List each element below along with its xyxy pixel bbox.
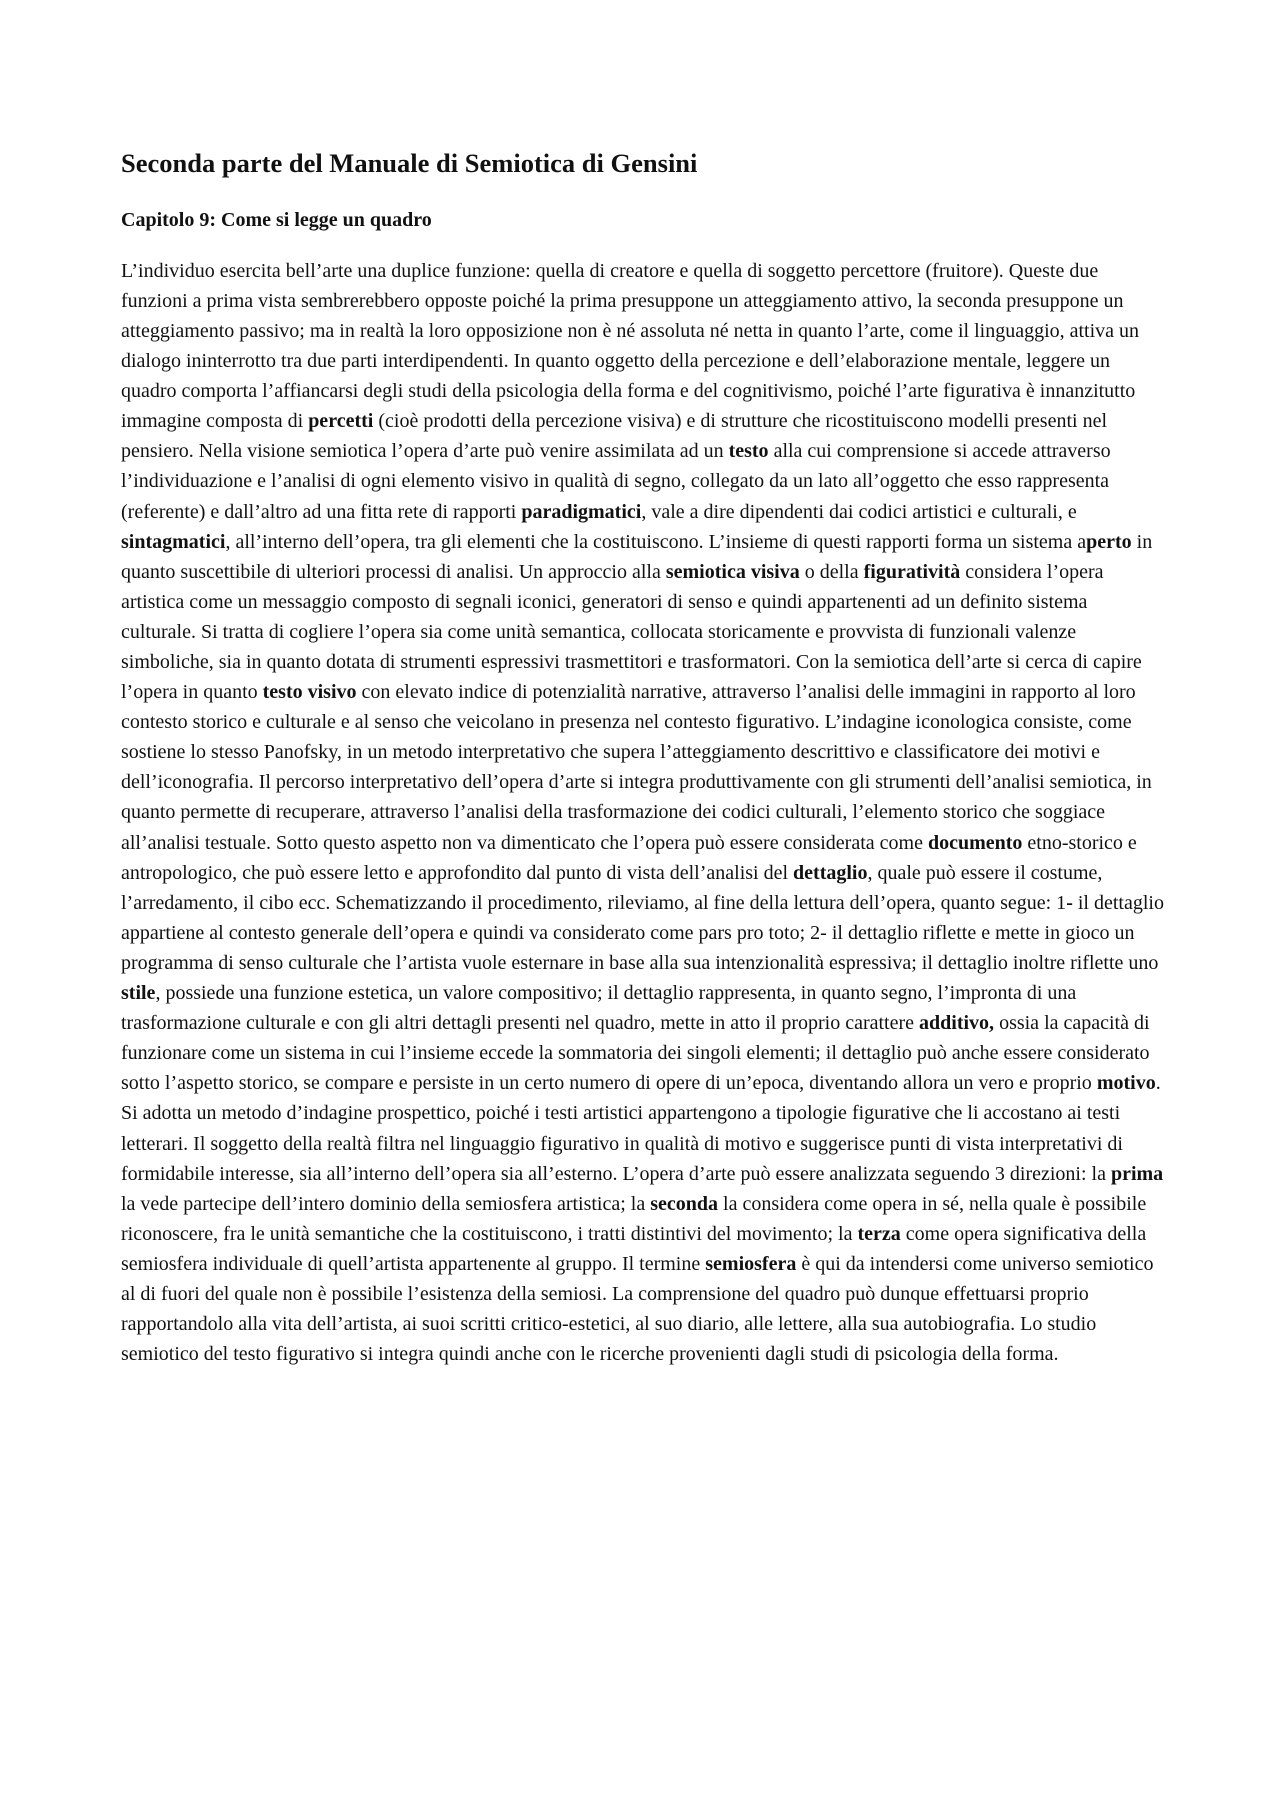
- bold-term: documento: [927, 831, 1023, 854]
- text-run: è qui da intendersi come universo semiotico al di fuori del quale non è possibile l’esistenza della semiosi. La comprensione del quadro può dunque effettuarsi proprio rapportandolo alla vita dell’artista, ai suoi scritti critico-estetici, al suo diario, alle lettere, alla sua autobiografia. Lo studio semiotico del testo figurativo si integra quindi anche con le ricerche provenienti dagli studi di psicologia della forma.: [121, 1252, 1154, 1366]
- text-run: , vale a dire dipendenti dai codici artistici e culturali, e: [641, 500, 1077, 523]
- bold-term: sintagmatici: [121, 530, 226, 553]
- bold-term: stile: [121, 982, 156, 1005]
- text-run: in quanto suscettibile di ulteriori processi di analisi. Un approccio alla: [121, 530, 1153, 583]
- body-paragraph: [121, 256, 1166, 1369]
- text-run: la vede partecipe dell’intero dominio della semiosfera artistica; la: [121, 1192, 651, 1215]
- bold-term: motivo: [1096, 1072, 1156, 1095]
- bold-term: figuratività: [863, 560, 961, 583]
- text-run: , possiede una funzione estetica, un valore compositivo; il dettaglio rappresenta, in quanto segno, l’impronta di una trasformazione culturale e con gli altri dettagli presenti nel quadro, mette in atto il proprio carattere: [121, 982, 1077, 1035]
- bold-term: dettaglio: [793, 861, 868, 884]
- bold-term: semiosfera: [705, 1252, 797, 1275]
- document-page: [121, 148, 1166, 1369]
- bold-term: seconda: [650, 1192, 719, 1215]
- document-title: Seconda parte del Manuale di Semiotica di Gensini: [121, 148, 698, 178]
- bold-term: testo: [728, 440, 769, 463]
- bold-term: testo visivo: [262, 681, 357, 704]
- text-run: alla cui comprensione si accede attraverso l’individuazione e l’analisi di ogni elemento visivo in qualità di segno, collegato da un lato all’oggetto che esso rappresenta (referente) e dall’altro ad una fitta rete di rapporti: [121, 440, 1111, 523]
- text-run: (cioè prodotti della percezione visiva) e di strutture che ricostituiscono modelli presenti nel pensiero. Nella visione semiotica l’opera d’arte può venire assimilata ad un: [121, 410, 1107, 463]
- text-run: L’individuo esercita bell’arte una duplice funzione: quella di creatore e quella di soggetto percettore (fruitore). Queste due funzioni a prima vista sembrerebbero opposte poiché la prima presuppone un atteggiamento attivo, la seconda presuppone un atteggiamento passivo; ma in realtà la loro opposizione non è né assoluta né netta in quanto l’arte, come il linguaggio, attiva un dialogo ininterrotto tra due parti interdipendenti. In quanto oggetto della percezione e dell’elaborazione mentale, leggere un quadro comporta l’affiancarsi degli studi della psicologia della forma e del cognitivismo, poiché l’arte figurativa è innanzitutto immagine composta di: [121, 259, 1140, 433]
- text-run: considera l’opera artistica come un messaggio composto di segnali iconici, generatori di senso e quindi appartenenti ad un definito sistema culturale. Si tratta di cogliere l’opera sia come unità semantica, collocata storicamente e provvista di funzionali valenze simboliche, sia in quanto dotata di strumenti espressivi trasmettitori e trasformatori. Con la semiotica dell’arte si cerca di capire l’opera in quanto: [121, 560, 1142, 704]
- text-run: . Si adotta un metodo d’indagine prospettico, poiché i testi artistici appartengono a tipologie figurative che li accostano ai testi letterari. Il soggetto della realtà filtra nel linguaggio figurativo in qualità di motivo e suggerisce punti di vista interpretativi di formidabile interesse, sia all’interno dell’opera sia all’esterno. L’opera d’arte può essere analizzata seguendo 3 direzioni: la: [121, 1072, 1161, 1185]
- text-run: , all’interno dell’opera, tra gli elementi che la costituiscono. L’insieme di questi rapporti forma un sistema a: [225, 530, 1087, 553]
- bold-term: semiotica visiva: [665, 560, 800, 583]
- bold-term: prima: [1110, 1162, 1164, 1185]
- bold-term: perto: [1086, 530, 1132, 553]
- bold-term: paradigmatici: [521, 500, 642, 523]
- text-run: la considera come opera in sé, nella quale è possibile riconoscere, fra le unità semantiche che la costituiscono, i tratti distintivi del movimento; la: [121, 1192, 1147, 1245]
- text-run: con elevato indice di potenzialità narrative, attraverso l’analisi delle immagini in rapporto al loro contesto storico e culturale e al senso che veicolano in presenza nel contesto figurativo. L’indagine iconologica consiste, come sostiene lo stesso Panofsky, in un metodo interpretativo che supera l’atteggiamento descrittivo e classificatore dei motivi e dell’iconografia. Il percorso interpretativo dell’opera d’arte si integra produttivamente con gli strumenti dell’analisi semiotica, in quanto permette di recuperare, attraverso l’analisi della trasformazione dei codici culturali, l’elemento storico che soggiace all’analisi testuale. Sotto questo aspetto non va dimenticato che l’opera può essere considerata come: [121, 681, 1152, 854]
- text-run: il dettaglio appartiene al contesto generale dell’opera e quindi va considerato come pars pro toto; 2- il dettaglio riflette e mette in gioco un programma di senso culturale che l’artista vuole esternare in base alla sua intenzionalità espressiva; il dettaglio inoltre riflette uno: [121, 891, 1164, 974]
- text-run: come opera significativa della semiosfera individuale di quell’artista appartenente al gruppo. Il termine: [121, 1222, 1147, 1275]
- bold-term: percetti: [308, 410, 374, 433]
- text-run: etno-storico e antropologico, che può essere letto e approfondito dal punto di vista dell’analisi del: [121, 831, 1137, 884]
- chapter-title: Capitolo 9: Come si legge un quadro: [121, 208, 432, 231]
- text-run: , quale può essere il costume, l’arredamento, il cibo ecc. Schematizzando il procedimento, rileviamo, al fine della lettura dell’opera, quanto segue: 1: [121, 861, 1103, 914]
- text-run: ossia la capacità di funzionare come un sistema in cui l’insieme eccede la sommatoria dei singoli elementi; il dettaglio può anche essere considerato sotto l’aspetto storico, se compare e persiste in un certo numero di opere di un’epoca, diventando allora un vero e proprio: [121, 1012, 1150, 1095]
- bold-term: additivo,: [919, 1012, 995, 1035]
- bold-term: terza: [857, 1222, 901, 1245]
- text-run: o della: [799, 560, 864, 583]
- bold-term: -: [1066, 891, 1073, 914]
